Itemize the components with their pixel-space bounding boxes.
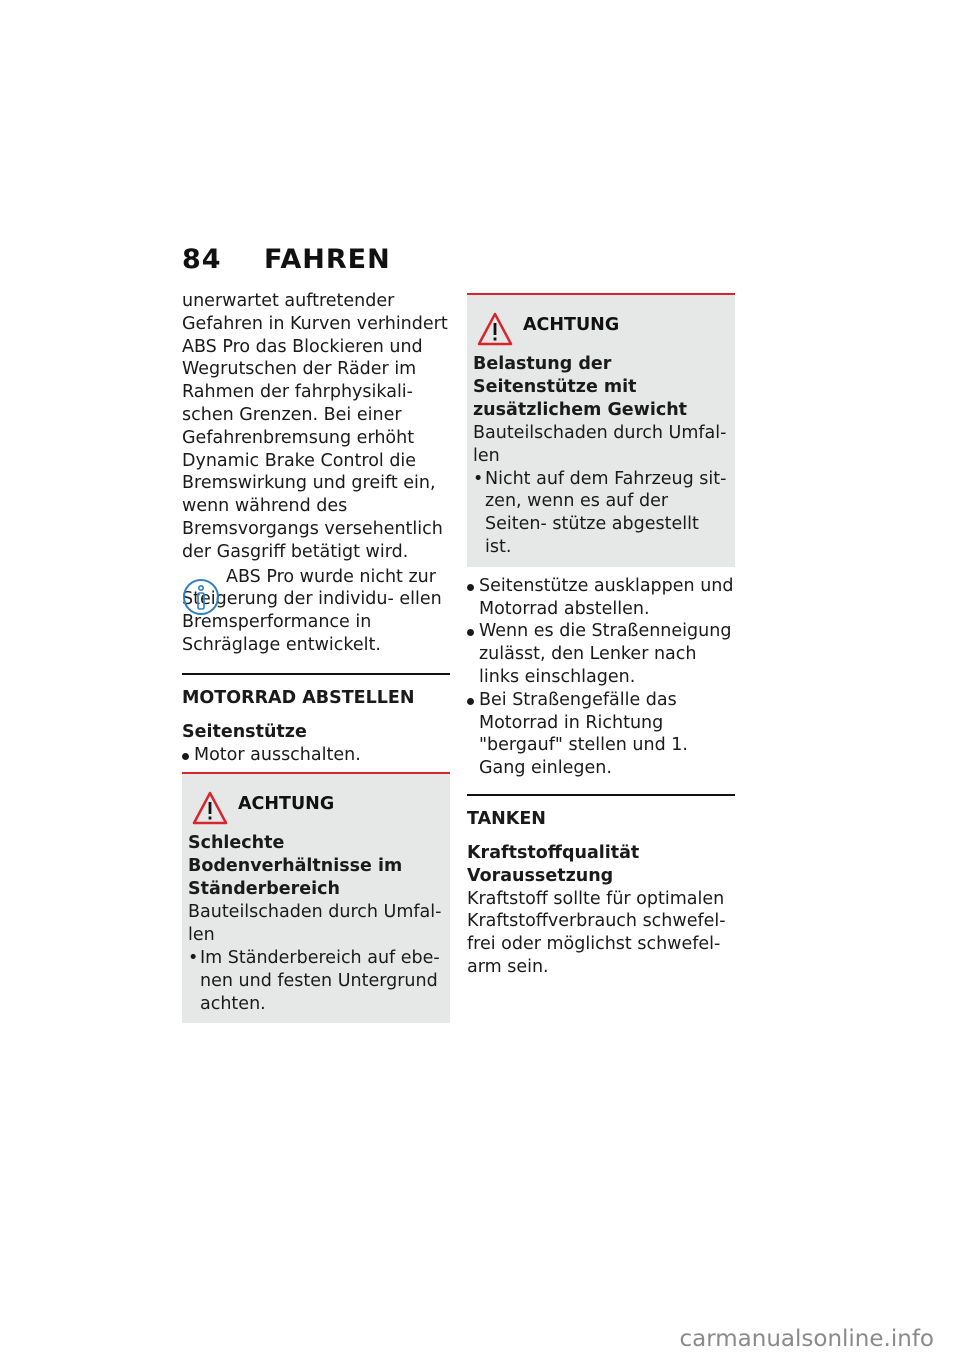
warning-action: • Nicht auf dem Fahrzeug sit- zen, wenn es auf der Seiten- stütze abgestellt ist. [473,468,729,559]
bullet-list [182,744,450,767]
warning-action-list [188,947,444,1015]
page-header [182,244,391,275]
list-item: Motor ausschalten. [182,744,450,767]
warning-label: ACHTUNG [523,315,620,335]
subheading-kraftstoffqualitaet: Kraftstoffqualität [467,842,640,863]
list-item: Seitenstütze ausklappen und Motorrad abstellen. [467,575,735,621]
warning-box [467,293,735,567]
list-item: Bei Straßengefälle das Motorrad in Richtung "bergauf" stellen und 1. Gang einlegen. [467,689,735,780]
page-number: 84 [182,244,222,275]
warning-consequence: Bauteilschaden durch Umfal- len [473,423,727,466]
warning-header [188,788,444,828]
warning-box [182,772,450,1023]
warning-triangle-icon [192,791,228,825]
warning-title: Schlechte Bodenverhältnisse im Ständerbereich [188,833,403,900]
warning-label: ACHTUNG [238,794,335,815]
warning-action: • Im Ständerbereich auf ebe- nen und festen Untergrund achten. [188,947,444,1015]
info-note [182,566,450,657]
list-item: Wenn es die Straßenneigung zulässt, den Lenker nach links einschlagen. [467,620,735,688]
subheading-seitenstuetze: Seitenstütze [182,721,307,742]
fuel-paragraph: Kraftstoff sollte für optimalen Kraftstoffverbrauch schwefel- frei oder möglichst schwefel- arm sein. [467,888,726,977]
section-title-motorrad-abstellen: MOTORRAD ABSTELLEN [182,673,450,709]
bullet-list [467,575,735,780]
intro-paragraph: unerwartet auftretender Gefahren in Kurven verhindert ABS Pro das Blockieren und Wegrutschen der Räder im Rahmen der fahrphysikali- schen Grenzen. Bei einer Gefahrenbremsung erhöht Dynamic Brake Control die Bremswirkung und greift ein, wenn während des Bremsvorgangs versehentlich der Gasgriff betätigt wird. [182,291,448,562]
info-icon [182,578,220,616]
warning-triangle-icon [477,312,513,346]
warning-title: Belastung der Seitenstütze mit zusätzlichem Gewicht [473,354,688,420]
chapter-title: FAHREN [264,244,391,275]
subheading-voraussetzung: Voraussetzung [467,865,614,886]
right-column [467,293,735,979]
watermark: carmanualsonline.info [679,1326,934,1352]
warning-consequence: Bauteilschaden durch Umfal- len [188,902,442,946]
left-column [182,290,450,1023]
section-title-tanken: TANKEN [467,794,735,830]
warning-action-list [473,468,729,559]
info-text: ABS Pro wurde nicht zur Steigerung der individu- ellen Bremsperformance in Schräglage entwickelt. [182,566,442,655]
warning-header [473,309,729,349]
